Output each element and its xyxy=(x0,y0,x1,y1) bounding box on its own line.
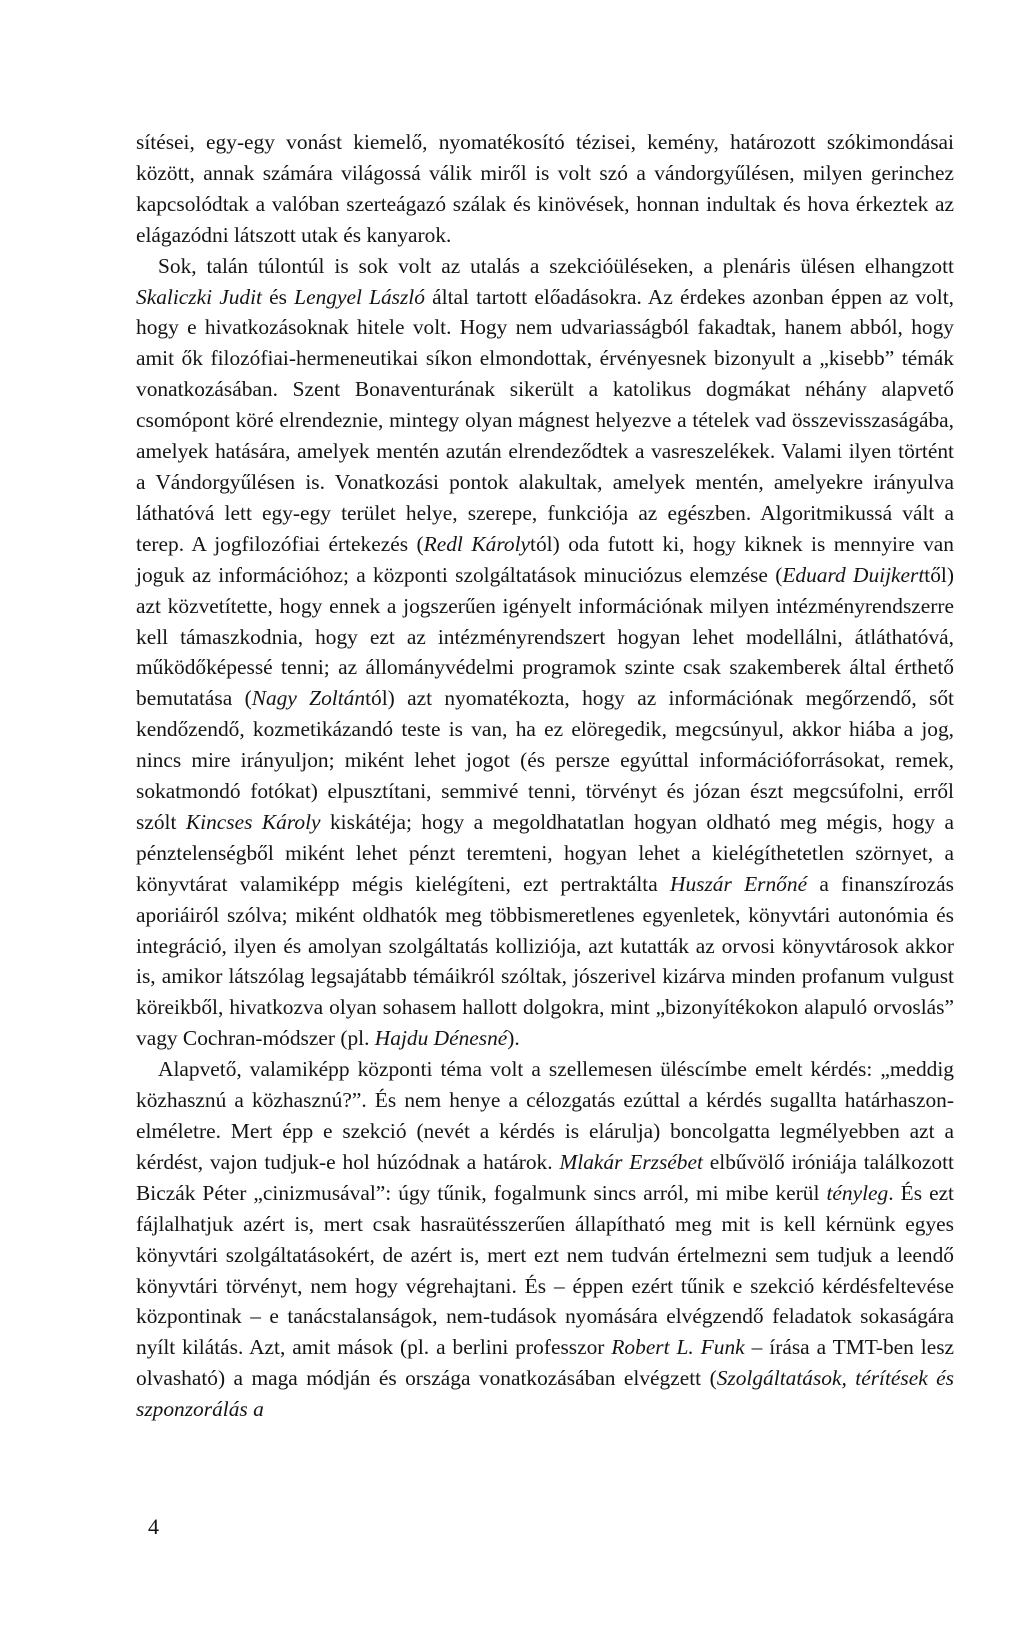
body-text xyxy=(136,127,954,1425)
paragraph xyxy=(136,251,954,1055)
italic-text: Hajdu Dénesné xyxy=(374,1026,508,1051)
italic-text: Eduard Duijkert xyxy=(782,562,925,587)
text-run: tól) oda futott ki, hogy kiknek is mennyire van joguk az információhoz; a központi szolgáltatások minuciózus elemzése ( xyxy=(136,531,954,587)
italic-text: Skaliczki Judit xyxy=(136,284,262,309)
italic-text: Nagy Zoltán xyxy=(251,686,366,711)
text-run: kiskátéja; hogy a megoldhatatlan hogyan oldható meg mégis, hogy a pénztelenségből miként lehet pénzt teremteni, hogyan lehet a kielégíthetetlen szörnyet, a könyvtárat valamiképp mégis kielégíteni, ezt pertraktálta xyxy=(136,809,954,896)
text-run: Alapvető, valamiképp központi téma volt a szellemesen üléscímbe emelt kérdés: „meddig közhasznú a közhasznú?”. És nem henye a célozgatás ezúttal a kérdés sugallta határhaszon-elméletre. Mert épp e szekció (nevét a kérdés is elárulja) boncolgatta legmélyebben azt a kérdést, vajon tudjuk-e hol húzódnak a határok. xyxy=(136,1057,954,1174)
text-run: tól) azt nyomatékozta, hogy az információnak megőrzendő, sőt kendőzendő, kozmetikázandó teste is van, ha ez elöregedik, megcsúnyul, akkor hiába a jog, nincs mire irányuljon; miként lehet jogot (és persze egyúttal információforrásokat, remek, sokatmondó fotókat) elpusztítani, semmivé tenni, törvényt és józan észt megcsúfolni, erről szólt xyxy=(136,686,954,834)
text-run: . És ezt fájlalhatjuk azért is, mert csak hasraütésszerűen állapítható meg mit is kell kérnünk egyes könyvtári szolgáltatásokért, de azért is, mert ezt nem tudván értelmezni sem tudjuk a leendő könyvtári törvényt, nem hogy végrehajtani. És – éppen ezért tűnik e szekció kérdésfeltevése központinak – e tanácstalanságok, nem-tudások nyomására elvégzendő feladatok sokaságára nyílt kilátás. Azt, amit mások (pl. a berlini professzor xyxy=(136,1180,955,1360)
paragraph xyxy=(136,127,954,251)
italic-text: Szolgáltatások, térítések és szponzorálás a xyxy=(136,1366,954,1422)
italic-text: tényleg xyxy=(826,1180,889,1205)
italic-text: Huszár Ernőné xyxy=(670,871,808,896)
text-run: elbűvölő iróniája találkozott Biczák Péter „cinizmusával”: úgy tűnik, fogalmunk sincs arról, mi mibe kerül xyxy=(136,1149,954,1205)
text-run: Sok, talán túlontúl is sok volt az utalás a szekcióüléseken, a plenáris ülésen elhangzott xyxy=(158,253,954,278)
italic-text: Robert L. Funk xyxy=(611,1335,745,1360)
italic-text: Lengyel László xyxy=(294,284,425,309)
text-run: – írása a TMT-ben lesz olvasható) a maga módján és országa vonatkozásában elvégzett ( xyxy=(136,1335,955,1391)
italic-text: Mlakár Erzsébet xyxy=(559,1149,703,1174)
text-run: a finanszírozás aporiáiról szólva; miként oldhatók meg többismeretlenes egyenletek, könyvtári autonómia és integráció, ilyen és amolyan szolgáltatás kolliziója, azt kutatták az orvosi könyvtárosok akkor is, amikor látszólag legsajátabb témáikról szóltak, jószerivel kizárva minden profanum vulgust köreikből, hivatkozva olyan sohasem hallott dolgokra, mint „bizonyítékokon alapuló orvoslás” vagy Cochran-módszer (pl. xyxy=(136,871,954,1051)
italic-text: Redl Károly xyxy=(423,531,531,556)
italic-text: Kincses Károly xyxy=(185,809,321,834)
page-number: 4 xyxy=(148,1514,159,1539)
text-run: től) azt közvetítette, hogy ennek a jogszerűen igényelt információnak milyen intézményrendszerre kell támaszkodnia, hogy ezt az intézményrendszert hogyan lehet modellálni, átláthatóvá, működőképessé tenni; az állományvédelmi programok szinte csak szakemberek által érthető bemutatása ( xyxy=(136,562,954,711)
text-run: ). xyxy=(507,1026,520,1051)
text-run: által tartott előadásokra. Az érdekes azonban éppen az volt, hogy e hivatkozásoknak hitele volt. Hogy nem udvariasságból fakadtak, hanem abból, hogy amit ők filozófiai-hermeneutikai síkon elmondottak, érvényesnek bizonyult a „kisebb” témák vonatkozásában. Szent Bonaventurának sikerült a katolikus dogmákat néhány alapvető csomópont köré elrendeznie, mintegy olyan mágnest helyezve a tételek vad összevisszaságába, amelyek hatására, amelyek mentén azután elrendeződtek a vasreszelékek. Valami ilyen történt a Vándorgyűlésen is. Vonatkozási pontok alakultak, amelyek mentén, amelyekre irányulva láthatóvá lett egy-egy terület helye, szerepe, funkciója az egészben. Algoritmikussá vált a terep. A jogfilozófiai értekezés ( xyxy=(136,284,954,556)
text-run: és xyxy=(261,284,295,309)
text-run: sítései, egy-egy vonást kiemelő, nyomatékosító tézisei, kemény, határozott szókimondásai között, annak számára világossá válik miről is volt szó a vándorgyűlésen, milyen gerinchez kapcsolódtak a valóban szerteágazó szálak és kinövések, honnan indultak és hova érkeztek az elágazódni látszott utak és kanyarok. xyxy=(136,130,954,247)
paragraph xyxy=(136,1054,954,1425)
